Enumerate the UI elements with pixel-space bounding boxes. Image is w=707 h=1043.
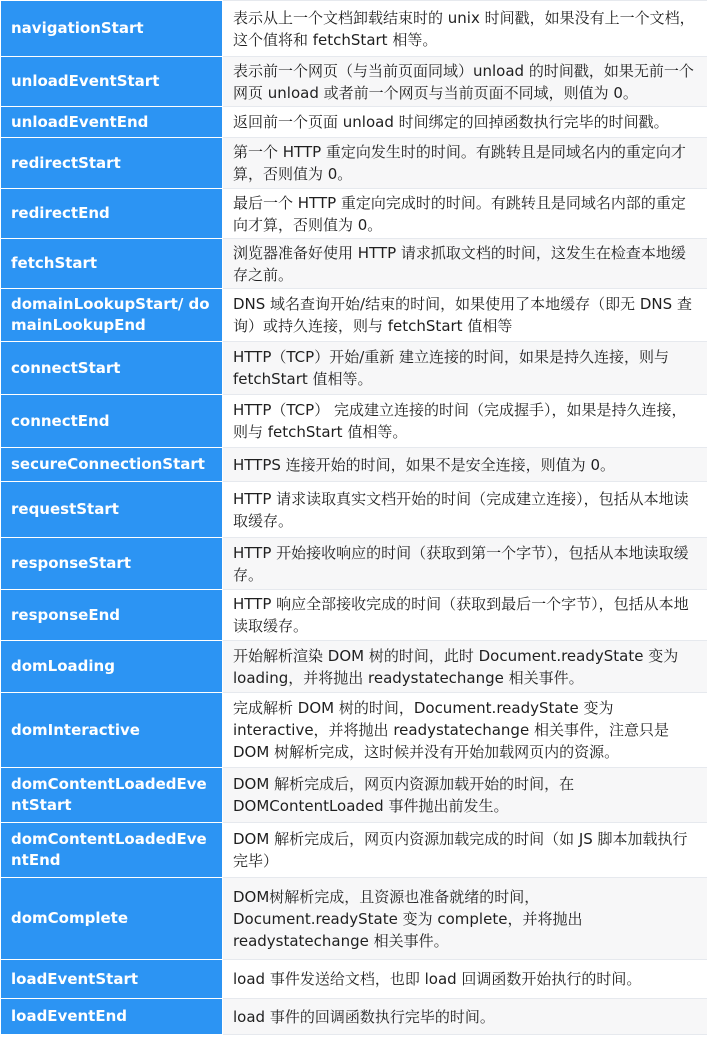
property-name: domComplete [1,878,223,960]
property-name: requestStart [1,482,223,538]
property-description: 返回前一个页面 unload 时间绑定的回掉函数执行完毕的时间戳。 [223,107,707,138]
property-name: redirectStart [1,138,223,189]
table-row [1,482,707,538]
property-name: loadEventStart [1,960,223,999]
property-name: responseEnd [1,590,223,641]
property-name: domInteractive [1,693,223,768]
property-name: domContentLoadedEventStart [1,768,223,823]
table-row [1,960,707,999]
table-row [1,878,707,960]
property-description: HTTPS 连接开始的时间，如果不是安全连接，则值为 0。 [223,448,707,482]
property-name: domLoading [1,641,223,693]
property-name: domContentLoadedEventEnd [1,823,223,878]
table-row [1,768,707,823]
property-description: DOM 解析完成后，网页内资源加载开始的时间，在 DOMContentLoaded 事件抛出前发生。 [223,768,707,823]
property-description: load 事件发送给文档，也即 load 回调函数开始执行的时间。 [223,960,707,999]
table-row [1,590,707,641]
property-name: secureConnectionStart [1,448,223,482]
property-description: HTTP（TCP） 完成建立连接的时间（完成握手），如果是持久连接，则与 fetchStart 值相等。 [223,395,707,448]
table-row [1,138,707,189]
table-row [1,189,707,239]
property-description: HTTP（TCP）开始/重新 建立连接的时间，如果是持久连接，则与 fetchStart 值相等。 [223,342,707,395]
table-row [1,395,707,448]
property-description: 第一个 HTTP 重定向发生时的时间。有跳转且是同域名内的重定向才算，否则值为 0。 [223,138,707,189]
property-description: 完成解析 DOM 树的时间，Document.readyState 变为 interactive，并将抛出 readystatechange 相关事件，注意只是 DOM 树解析完成，这时候并没有开始加载网页内的资源。 [223,693,707,768]
table-row [1,538,707,590]
property-description: HTTP 响应全部接收完成的时间（获取到最后一个字节），包括从本地读取缓存。 [223,590,707,641]
table-row [1,641,707,693]
property-name: navigationStart [1,1,223,57]
table-row [1,342,707,395]
property-name: redirectEnd [1,189,223,239]
table-row [1,1,707,57]
table-row [1,448,707,482]
property-description: 最后一个 HTTP 重定向完成时的时间。有跳转且是同域名内部的重定向才算，否则值为 0。 [223,189,707,239]
table-row [1,823,707,878]
property-description: 表示前一个网页（与当前页面同域）unload 的时间戳，如果无前一个网页 unload 或者前一个网页与当前页面不同域，则值为 0。 [223,57,707,107]
table-row [1,107,707,138]
property-name: loadEventEnd [1,999,223,1035]
property-description: HTTP 开始接收响应的时间（获取到第一个字节），包括从本地读取缓存。 [223,538,707,590]
property-description: DOM 解析完成后，网页内资源加载完成的时间（如 JS 脚本加载执行完毕） [223,823,707,878]
property-name: connectStart [1,342,223,395]
property-description: 开始解析渲染 DOM 树的时间，此时 Document.readyState 变为 loading，并将抛出 readystatechange 相关事件。 [223,641,707,693]
property-name: domainLookupStart/ domainLookupEnd [1,289,223,342]
table-row [1,999,707,1035]
property-name: connectEnd [1,395,223,448]
table-row [1,57,707,107]
property-description: 表示从上一个文档卸载结束时的 unix 时间戳，如果没有上一个文档，这个值将和 fetchStart 相等。 [223,1,707,57]
property-name: unloadEventStart [1,57,223,107]
table-row [1,289,707,342]
property-description: HTTP 请求读取真实文档开始的时间（完成建立连接），包括从本地读取缓存。 [223,482,707,538]
property-name: responseStart [1,538,223,590]
property-description: 浏览器准备好使用 HTTP 请求抓取文档的时间，这发生在检查本地缓存之前。 [223,239,707,289]
property-name: unloadEventEnd [1,107,223,138]
table-row [1,693,707,768]
property-name: fetchStart [1,239,223,289]
table-row [1,239,707,289]
property-description: DOM树解析完成，且资源也准备就绪的时间，Document.readyState 变为 complete，并将抛出 readystatechange 相关事件。 [223,878,707,960]
property-description: DNS 域名查询开始/结束的时间，如果使用了本地缓存（即无 DNS 查询）或持久连接，则与 fetchStart 值相等 [223,289,707,342]
table-body [1,1,707,1035]
property-description: load 事件的回调函数执行完毕的时间。 [223,999,707,1035]
